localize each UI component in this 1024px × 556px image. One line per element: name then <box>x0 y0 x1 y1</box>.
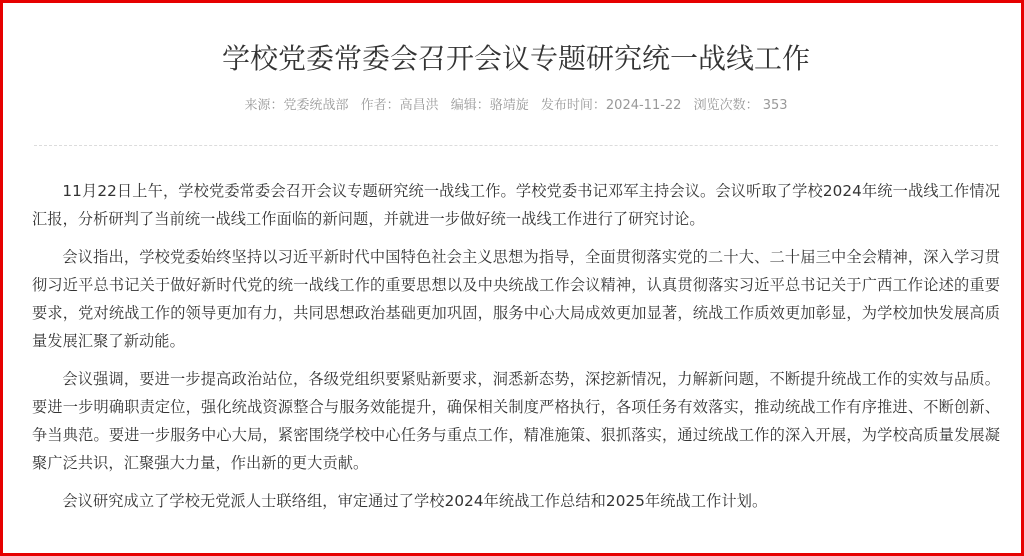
meta-divider <box>34 145 998 146</box>
article-body <box>32 177 1000 525</box>
article-title: 学校党委常委会召开会议专题研究统一战线工作 <box>221 42 810 75</box>
meta-author: 作者：高昌洪 <box>360 98 439 113</box>
paragraph: 11月22日上午，学校党委常委会召开会议专题研究统一战线工作。学校党委书记邓军主持会议。会议听取了学校2024年统一战线工作情况汇报，分析研判了当前统一战线工作面临的新问题，并就进一步做好统一战线工作进行了研究讨论。 <box>32 182 1000 228</box>
meta-views: 浏览次数： 353 <box>693 98 788 113</box>
article-meta <box>32 96 1000 116</box>
paragraph: 会议研究成立了学校无党派人士联络组，审定通过了学校2024年统战工作总结和2025年统战工作计划。 <box>62 492 768 510</box>
meta-editor: 编辑：骆靖旋 <box>450 98 529 113</box>
meta-source: 来源：党委统战部 <box>244 98 349 113</box>
meta-publish-time: 发布时间：2024-11-22 <box>540 98 682 113</box>
paragraph: 会议指出，学校党委始终坚持以习近平新时代中国特色社会主义思想为指导，全面贯彻落实党的二十大、二十届三中全会精神，深入学习贯彻习近平总书记关于做好新时代党的统一战线工作的重要思想以及中央统战工作会议精神，认真贯彻落实习近平总书记关于广西工作论述的重要要求，党对统战工作的领导更加有力，共同思想政治基础更加巩固，服务中心大局成效更加显著，统战工作质效更加彰显，为学校加快发展高质量发展汇聚了新动能。 <box>32 248 1000 350</box>
paragraph: 会议强调，要进一步提高政治站位，各级党组织要紧贴新要求，洞悉新态势，深挖新情况，力解新问题，不断提升统战工作的实效与品质。要进一步明确职责定位，强化统战资源整合与服务效能提升，确保相关制度严格执行，各项任务有效落实，推动统战工作有序推进、不断创新、争当典范。要进一步服务中心大局，紧密围绕学校中心任务与重点工作，精准施策、狠抓落实，通过统战工作的深入开展，为学校高质量发展凝聚广泛共识，汇聚强大力量，作出新的更大贡献。 <box>32 370 1000 472</box>
